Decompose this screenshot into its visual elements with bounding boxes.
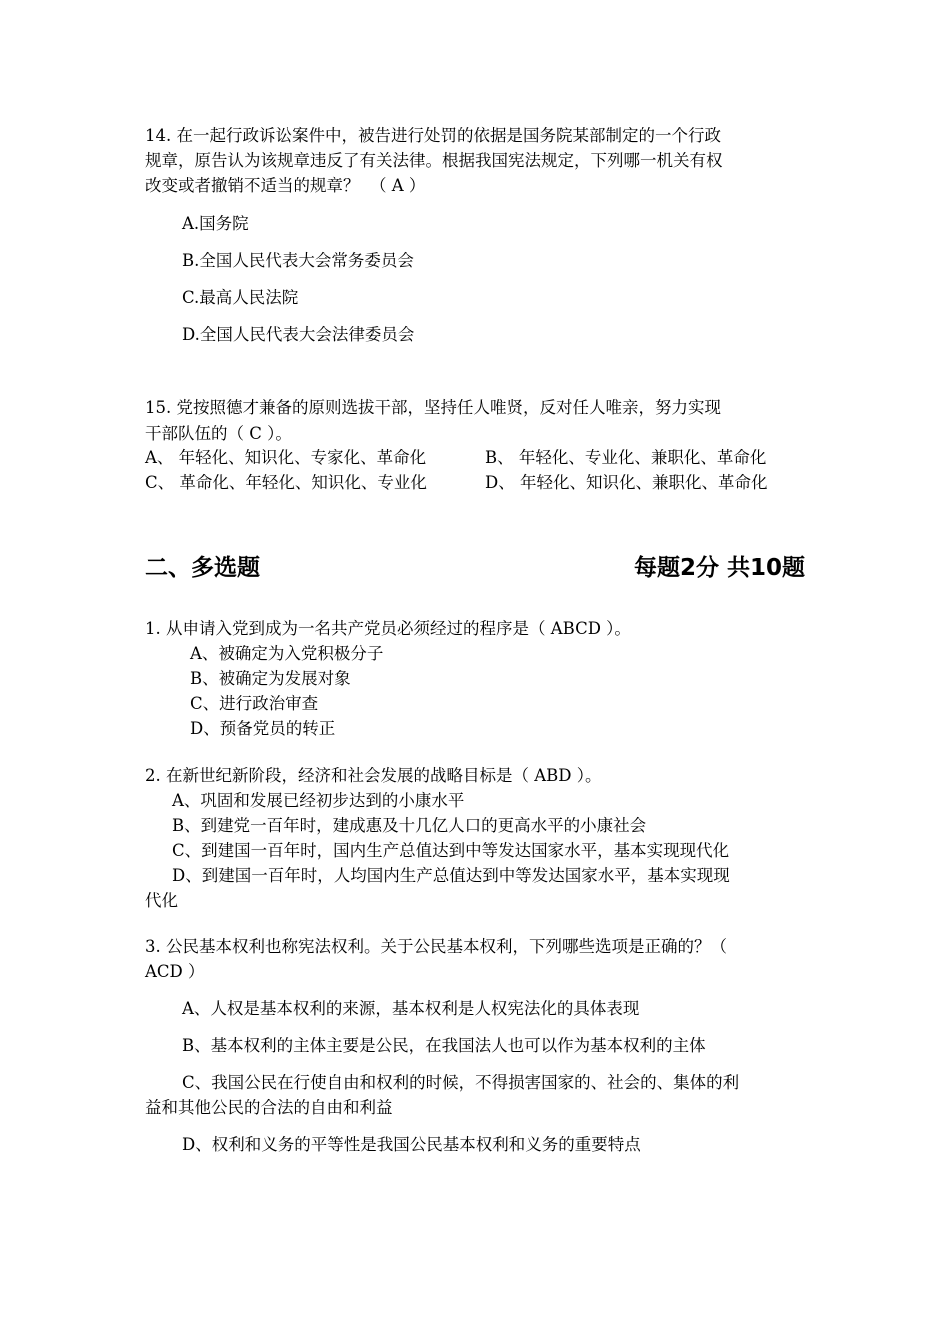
section-score: 每题2分 共10题 <box>633 555 805 581</box>
section-title: 二、多选题 <box>145 555 260 581</box>
q14-stem-line-3: 改变或者撤销不适当的规章？ （ A ） <box>145 176 426 195</box>
q14-option-c: C.最高人民法院 <box>182 288 299 307</box>
q14-option-d: D.全国人民代表大会法律委员会 <box>182 325 415 344</box>
q15-option-a: A、 年轻化、知识化、专家化、革命化 <box>145 448 427 467</box>
m1-option-c: C、进行政治审查 <box>190 694 319 713</box>
m2-option-d-line-2: 代化 <box>145 891 178 910</box>
m3-option-c-line-2: 益和其他公民的合法的自由和利益 <box>145 1098 393 1117</box>
m3-option-d: D、权利和义务的平等性是我国公民基本权利和义务的重要特点 <box>182 1135 641 1154</box>
m2-option-b: B、到建党一百年时，建成惠及十几亿人口的更高水平的小康社会 <box>172 816 647 835</box>
m1-option-d: D、预备党员的转正 <box>190 719 336 738</box>
q15-option-c: C、 革命化、年轻化、知识化、专业化 <box>145 473 427 492</box>
q14-option-a: A.国务院 <box>182 214 249 233</box>
m1-option-a: A、被确定为入党积极分子 <box>190 644 384 663</box>
m3-option-c-line-1: C、我国公民在行使自由和权利的时候，不得损害国家的、社会的、集体的利 <box>182 1073 740 1092</box>
m1-option-b: B、被确定为发展对象 <box>190 669 351 688</box>
section-heading <box>145 552 805 584</box>
m2-option-d-line-1: D、到建国一百年时，人均国内生产总值达到中等发达国家水平，基本实现现 <box>172 866 730 885</box>
m2-stem: 2. 在新世纪新阶段，经济和社会发展的战略目标是（ ABD ）。 <box>145 766 602 785</box>
m3-stem-line-1: 3. 公民基本权利也称宪法权利。关于公民基本权利，下列哪些选项是正确的？（ <box>145 937 727 956</box>
m3-option-b: B、基本权利的主体主要是公民，在我国法人也可以作为基本权利的主体 <box>182 1036 706 1055</box>
q15-stem-line-2: 干部队伍的（ C ）。 <box>145 424 292 443</box>
m3-stem-line-2: ACD ） <box>145 962 205 981</box>
m1-stem: 1. 从申请入党到成为一名共产党员必须经过的程序是（ ABCD ）。 <box>145 619 631 638</box>
m2-option-a: A、巩固和发展已经初步达到的小康水平 <box>172 791 465 810</box>
q15-stem-line-1: 15. 党按照德才兼备的原则选拔干部，坚持任人唯贤，反对任人唯亲，努力实现 <box>145 398 721 417</box>
q14-stem-line-1: 14. 在一起行政诉讼案件中，被告进行处罚的依据是国务院某部制定的一个行政 <box>145 126 721 145</box>
q15-option-b: B、 年轻化、专业化、兼职化、革命化 <box>485 448 767 467</box>
q15-option-d: D、 年轻化、知识化、兼职化、革命化 <box>485 473 768 492</box>
q14-stem-line-2: 规章，原告认为该规章违反了有关法律。根据我国宪法规定，下列哪一机关有权 <box>145 151 723 170</box>
m3-option-a: A、人权是基本权利的来源，基本权利是人权宪法化的具体表现 <box>182 999 640 1018</box>
m2-option-c: C、到建国一百年时，国内生产总值达到中等发达国家水平，基本实现现代化 <box>172 841 730 860</box>
q14-option-b: B.全国人民代表大会常务委员会 <box>182 251 414 270</box>
